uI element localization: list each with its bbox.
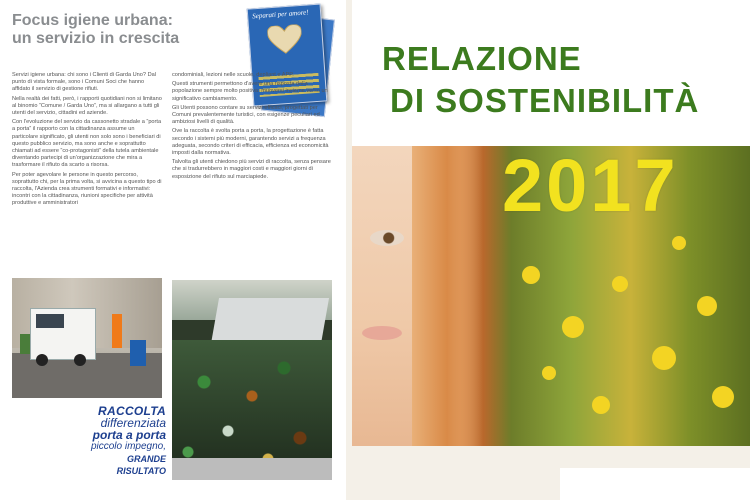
yellow-flower	[522, 266, 540, 284]
photo-base	[172, 458, 332, 480]
paragraph: Gli Utenti possono contare su servizi efficaci, progettati per Comuni prevalentemente turistici, con esigenze peculiari ed ambiziosi livelli di qualità.	[172, 104, 320, 126]
yellow-flower	[652, 346, 676, 370]
paragraph: Con l'evoluzione del servizio da cassonetto stradale a “porta a porta” il rapporto con la cittadinanza assume un particolare significato, gli utenti non solo sono i beneficiari di questo pubblico servizio, ma sono anche e soprattutto chiamati ad essere “co-protagonisti” della tutela ambientale diventando partecipi di un'organizzazione che mira a trasformare il rifiuto da scarto a risorsa.	[12, 119, 162, 169]
girl-lips	[362, 326, 402, 340]
right-page	[352, 0, 750, 500]
focus-title	[12, 12, 242, 48]
garbage-truck-photo	[12, 278, 162, 398]
paragraph: Talvolta gli utenti chiedono più servizi di raccolta, senza pensare che si tradurrebbero in maggiori costi e maggiori giorni di esposizione del rifiuto sul marciapiede.	[172, 159, 331, 180]
focus-title-line-2: un servizio in crescita	[12, 30, 180, 47]
left-page	[0, 0, 346, 500]
worker-figure	[112, 314, 122, 348]
yellow-flower	[612, 276, 628, 292]
bottom-white-block	[560, 468, 750, 500]
slogan-line-4: piccolo impegno,	[90, 441, 166, 452]
focus-title-line-1: Focus igiene urbana:	[12, 12, 173, 29]
truck-wheel	[36, 354, 48, 366]
slogan-line-2: differenziata	[100, 416, 166, 430]
paragraph: condominiali, lezioni nelle scuole, depliant e APP.	[172, 72, 294, 78]
yellow-flower	[592, 396, 610, 414]
yellow-flower	[672, 236, 686, 250]
paragraph: Ove la raccolta è svolta porta a porta, la progettazione è fatta secondo i sistemi più moderni, garantendo servizi a frequenza adeguata, secondo criteri di efficacia, efficienza ed economicità imposti dalla normativa.	[172, 128, 329, 157]
heading-line-1: RELAZIONE	[382, 40, 582, 77]
yellow-flower	[562, 316, 584, 338]
truck-window	[36, 314, 64, 328]
slogan	[86, 405, 166, 477]
paragraph: Questi strumenti permettono d'avere una risposta dalla popolazione sempre molto positiva: muoversi insieme verso un significativo cambiamento.	[172, 81, 328, 102]
paragraph: Per poter agevolare le persone in questo percorso, soprattutto chi, per la prima volta, si avvicina a questo tipo di raccolta, l'Azienda crea strumenti formativi e informativi: incontri con la cittadinanza, riunioni specifiche per attività produttive e amministratori	[12, 171, 162, 207]
slogan-line-3: porta a porta	[92, 428, 166, 442]
slogan-line-1: RACCOLTA	[98, 404, 166, 418]
text-column-2	[172, 72, 332, 183]
truck-wheel	[74, 354, 86, 366]
heart-icon	[267, 24, 303, 56]
girl-eye	[370, 230, 404, 246]
blue-bin	[130, 340, 146, 366]
glass-bottles-photo	[172, 280, 332, 480]
text-column-1	[12, 72, 162, 210]
yellow-flower	[712, 386, 734, 408]
paragraph: Servizi igiene urbana: chi sono i Clienti di Garda Uno? Dal punto di vista formale, sono i Comuni Soci che hanno affidato il servizio di gestione rifiuti.	[12, 72, 156, 93]
report-heading	[382, 38, 699, 122]
girl-hair	[412, 146, 482, 446]
paragraph: Nella realtà dei fatti, però, i rapporti quotidiani non si limitano al binomio “Comune / Garda Uno”, ma si allargano a tutti gli utenti del servizio, cittadini ed aziende.	[12, 95, 162, 117]
booklet-title: Separati per amore!	[251, 8, 309, 21]
slogan-line-5: GRANDE RISULTATO	[116, 454, 166, 476]
heading-line-2: DI SOSTENIBILITÀ	[390, 82, 700, 119]
report-year: 2017	[502, 144, 679, 227]
yellow-flower	[542, 366, 556, 380]
yellow-flower	[697, 296, 717, 316]
